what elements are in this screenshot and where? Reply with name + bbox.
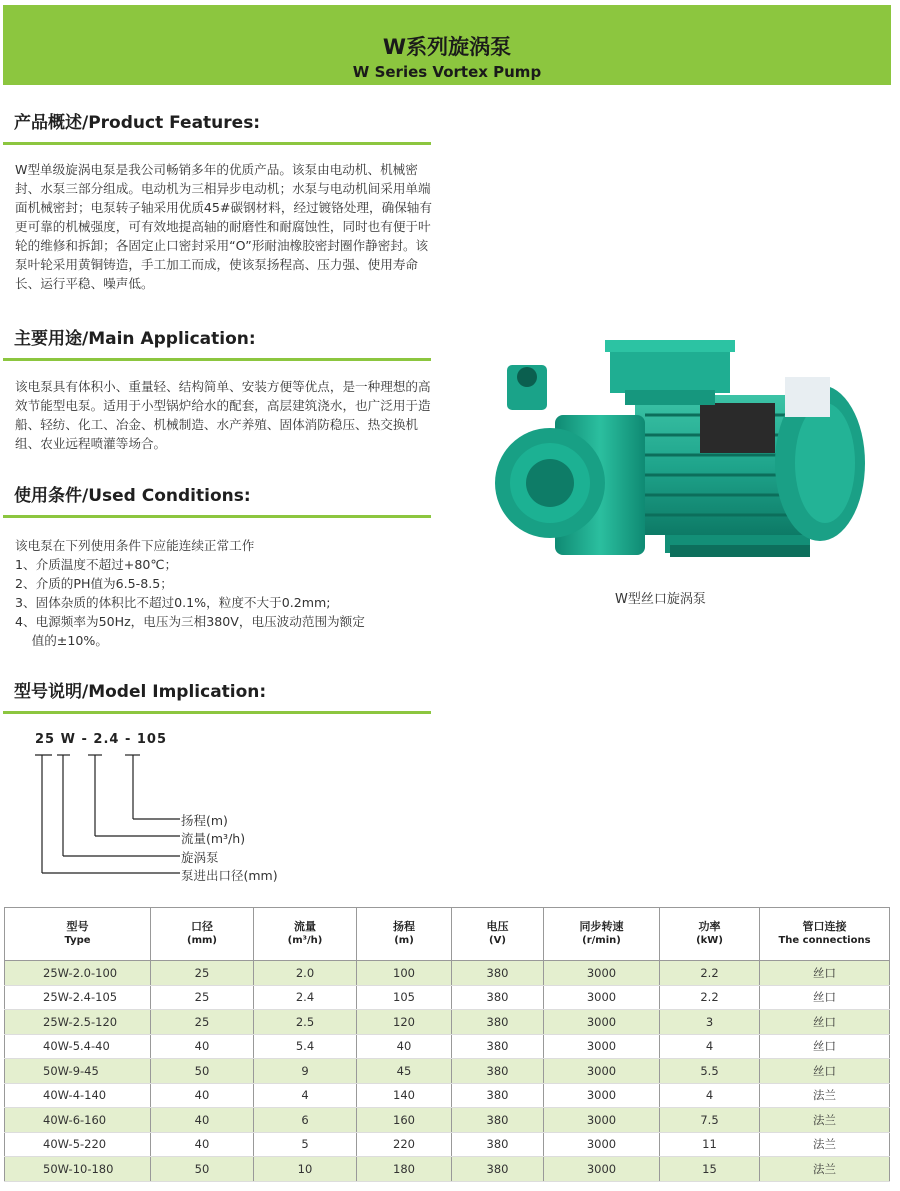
table-cell: 3000 [544, 1059, 660, 1084]
table-row [5, 1132, 890, 1157]
application-divider [3, 358, 431, 361]
table-header-row [5, 908, 890, 961]
table-cell: 105 [357, 985, 452, 1010]
table-cell: 380 [452, 985, 544, 1010]
table-cell: 3000 [544, 961, 660, 986]
table-cell: 4 [660, 1034, 760, 1059]
table-cell: 丝口 [760, 1059, 890, 1084]
col-header-power: 功率 (kW) [660, 908, 760, 961]
vortex-pump-photo [495, 335, 875, 570]
table-cell: 10 [254, 1157, 357, 1182]
table-cell: 25W-2.5-120 [5, 1010, 151, 1035]
table-cell: 法兰 [760, 1132, 890, 1157]
table-cell: 380 [452, 1083, 544, 1108]
table-cell: 5 [254, 1132, 357, 1157]
table-cell: 180 [357, 1157, 452, 1182]
model-label-head: 扬程(m) [181, 813, 228, 828]
model-label-flow: 流量(m³/h) [181, 831, 246, 846]
table-cell: 140 [357, 1083, 452, 1108]
table-cell: 25 [151, 1010, 254, 1035]
table-cell: 40 [357, 1034, 452, 1059]
model-label-type: 旋涡泵 [181, 850, 219, 865]
table-cell: 7.5 [660, 1108, 760, 1133]
table-cell: 6 [254, 1108, 357, 1133]
table-cell: 40 [151, 1108, 254, 1133]
table-cell: 40W-4-140 [5, 1083, 151, 1108]
table-cell: 丝口 [760, 1034, 890, 1059]
col-header-flow: 流量 (m³/h) [254, 908, 357, 961]
table-cell: 11 [660, 1132, 760, 1157]
table-cell: 3000 [544, 1083, 660, 1108]
table-cell: 丝口 [760, 1010, 890, 1035]
table-row [5, 1059, 890, 1084]
condition-item: 4、电源频率为50Hz，电压为三相380V，电压波动范围为额定 [15, 614, 365, 629]
conditions-intro: 该电泵在下列使用条件下应能连续正常工作 [15, 538, 255, 553]
col-header-speed: 同步转速 (r/min) [544, 908, 660, 961]
table-cell: 380 [452, 1132, 544, 1157]
header-banner [3, 5, 891, 85]
table-cell: 3000 [544, 1157, 660, 1182]
table-row [5, 1034, 890, 1059]
table-cell: 120 [357, 1010, 452, 1035]
table-cell: 3000 [544, 1108, 660, 1133]
condition-item: 2、介质的PH值为6.5-8.5； [15, 576, 173, 591]
table-row [5, 1083, 890, 1108]
table-cell: 4 [254, 1083, 357, 1108]
table-cell: 3000 [544, 985, 660, 1010]
table-row [5, 1108, 890, 1133]
features-divider [3, 142, 431, 145]
table-cell: 100 [357, 961, 452, 986]
table-cell: 50 [151, 1157, 254, 1182]
page-title: W系列旋涡泵 [382, 35, 512, 59]
table-cell: 50W-9-45 [5, 1059, 151, 1084]
model-heading: 型号说明/Model Implication: [14, 682, 267, 702]
table-cell: 40W-5.4-40 [5, 1034, 151, 1059]
table-cell: 2.0 [254, 961, 357, 986]
table-cell: 丝口 [760, 985, 890, 1010]
features-text: W型单级旋涡电泵是我公司畅销多年的优质产品。该泵由电动机、机械密封、水泵三部分组成。电动机为三相异步电动机；水泵与电动机间采用单端面机械密封；电泵转子轴采用优质45#碳钢材料，经过镀铬处理，确保轴有更可靠的机械强度，可有效地提高轴的耐磨性和耐腐蚀性，同时也有便于叶轮的维修和拆卸；各固定止口密封采用“O”形耐油橡胶密封圈作静密封。该泵叶轮采用黄铜铸造，手工加工而成，使该泵扬程高、压力强、使用寿命长、运行平稳、噪声低。 [15, 162, 432, 291]
conditions-divider [3, 515, 431, 518]
table-cell: 50W-10-180 [5, 1157, 151, 1182]
table-cell: 25 [151, 985, 254, 1010]
model-divider [3, 711, 431, 714]
table-cell: 15 [660, 1157, 760, 1182]
table-cell: 25W-2.0-100 [5, 961, 151, 986]
col-header-diameter: 口径 (mm) [151, 908, 254, 961]
application-text: 该电泵具有体积小、重量轻、结构简单、安装方便等优点，是一种理想的高效节能型电泵。适用于小型锅炉给水的配套，高层建筑浇水，也广泛用于造船、轻纺、化工、冶金、机械制造、水产养殖、固体消防稳压、热交换机组、农业远程喷灌等场合。 [15, 379, 431, 451]
table-cell: 220 [357, 1132, 452, 1157]
condition-item: 1、介质温度不超过+80℃； [15, 557, 178, 572]
table-cell: 9 [254, 1059, 357, 1084]
table-cell: 380 [452, 961, 544, 986]
table-row [5, 1157, 890, 1182]
table-cell: 3 [660, 1010, 760, 1035]
table-cell: 3000 [544, 1034, 660, 1059]
table-cell: 380 [452, 1108, 544, 1133]
col-header-connection: 管口连接 The connections [760, 908, 890, 961]
table-cell: 40W-6-160 [5, 1108, 151, 1133]
conditions-list [15, 536, 445, 650]
table-cell: 法兰 [760, 1083, 890, 1108]
conditions-heading: 使用条件/Used Conditions: [14, 486, 251, 506]
condition-item: 3、固体杂质的体积比不超过0.1%，粒度不大于0.2mm; [15, 595, 331, 610]
table-cell: 5.5 [660, 1059, 760, 1084]
model-label-diameter: 泵进出口径(mm) [181, 868, 278, 883]
table-cell: 40 [151, 1132, 254, 1157]
table-cell: 法兰 [760, 1157, 890, 1182]
table-cell: 4 [660, 1083, 760, 1108]
table-cell: 380 [452, 1157, 544, 1182]
table-cell: 40W-5-220 [5, 1132, 151, 1157]
table-cell: 2.5 [254, 1010, 357, 1035]
features-heading: 产品概述/Product Features: [14, 113, 261, 133]
table-cell: 法兰 [760, 1108, 890, 1133]
spec-table [4, 907, 890, 1182]
spec-table-body [5, 961, 890, 1182]
table-cell: 2.2 [660, 985, 760, 1010]
table-cell: 160 [357, 1108, 452, 1133]
table-row [5, 985, 890, 1010]
table-cell: 2.2 [660, 961, 760, 986]
table-cell: 5.4 [254, 1034, 357, 1059]
table-cell: 2.4 [254, 985, 357, 1010]
table-cell: 380 [452, 1034, 544, 1059]
model-code-example: 25 W - 2.4 - 105 [35, 732, 168, 747]
table-cell: 3000 [544, 1132, 660, 1157]
table-row [5, 961, 890, 986]
table-row [5, 1010, 890, 1035]
table-cell: 380 [452, 1010, 544, 1035]
col-header-head: 扬程 (m) [357, 908, 452, 961]
application-heading: 主要用途/Main Application: [14, 329, 256, 349]
table-cell: 50 [151, 1059, 254, 1084]
col-header-voltage: 电压 (V) [452, 908, 544, 961]
table-cell: 380 [452, 1059, 544, 1084]
product-image-caption: W型丝口旋涡泵 [615, 592, 706, 607]
table-cell: 3000 [544, 1010, 660, 1035]
table-cell: 40 [151, 1034, 254, 1059]
table-cell: 25W-2.4-105 [5, 985, 151, 1010]
condition-item: 值的±10%。 [15, 633, 108, 648]
col-header-type: 型号 Type [5, 908, 151, 961]
table-cell: 25 [151, 961, 254, 986]
table-cell: 40 [151, 1083, 254, 1108]
model-bracket-diagram [30, 752, 190, 882]
table-cell: 45 [357, 1059, 452, 1084]
page-subtitle: W Series Vortex Pump [352, 63, 542, 81]
table-cell: 丝口 [760, 961, 890, 986]
